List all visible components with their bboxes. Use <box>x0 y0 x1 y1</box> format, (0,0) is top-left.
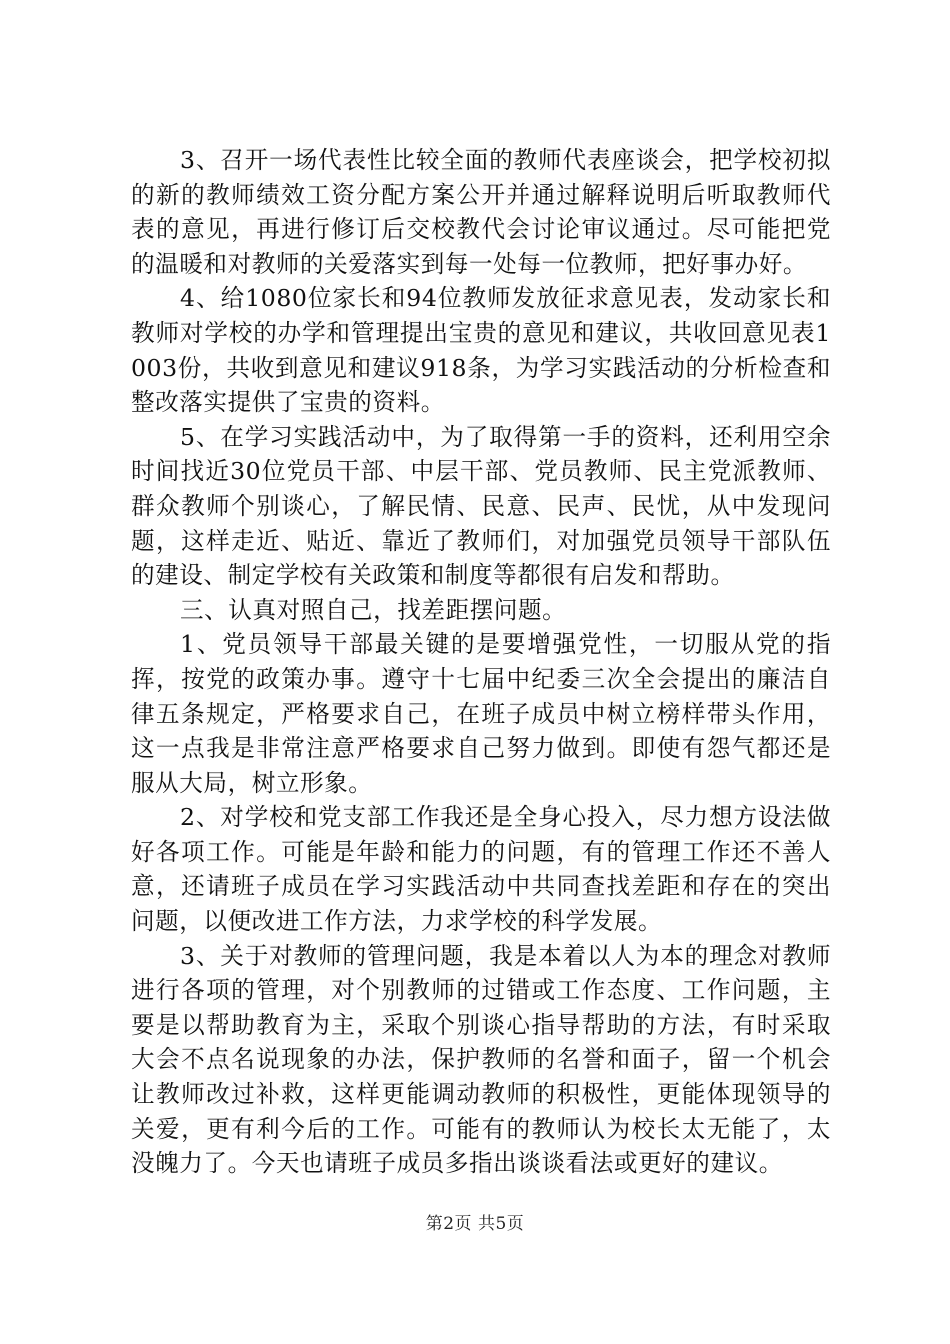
paragraph-item-2-work: 2、对学校和党支部工作我还是全身心投入，尽力想方设法做好各项工作。可能是年龄和能力的问题，有的管理工作还不善人意，还请班子成员在学习实践活动中共同查找差距和存在的突出问题，以便改进工作方法，力求学校的科学发展。 <box>131 803 831 936</box>
paragraph-item-5-talks: 5、在学习实践活动中，为了取得第一手的资料，还利用空余时间找近30位党员干部、中层干部、党员教师、民主党派教师、群众教师个别谈心，了解民情、民意、民声、民忧，从中发现问题，这样走近、贴近、靠近了教师们，对加强党员领导干部队伍的建设、制定学校有关政策和制度等都很有启发和帮助。 <box>131 422 831 590</box>
paragraph-item-1-party-spirit: 1、党员领导干部最关键的是要增强党性，一切服从党的指挥，按党的政策办事。遵守十七届中纪委三次全会提出的廉洁自律五条规定，严格要求自己，在班子成员中树立榜样带头作用，这一点我是非常注意严格要求自己努力做到。即使有怨气都还是服从大局，树立形象。 <box>131 630 831 797</box>
section-heading-3: 三、认真对照自己，找差距摆问题。 <box>180 595 567 624</box>
document-body <box>131 143 831 1181</box>
paragraph-item-3-meeting: 3、召开一场代表性比较全面的教师代表座谈会，把学校初拟的新的教师绩效工资分配方案公开并通过解释说明后听取教师代表的意见，再进行修订后交校教代会讨论审议通过。尽可能把党的温暖和对教师的关爱落实到每一处每一位教师，把好事办好。 <box>131 146 831 278</box>
paragraph-item-4-survey: 4、给1080位家长和94位教师发放征求意见表，发动家长和教师对学校的办学和管理提出宝贵的意见和建议，共收回意见表1003份，共收到意见和建议918条，为学习实践活动的分析检查和整改落实提供了宝贵的资料。 <box>131 284 831 417</box>
page-number-footer: 第2页 共5页 <box>425 1214 525 1234</box>
paragraph-item-3-teacher-management: 3、关于对教师的管理问题，我是本着以人为本的理念对教师进行各项的管理，对个别教师的过错或工作态度、工作问题，主要是以帮助教育为主，采取个别谈心指导帮助的方法，有时采取大会不点名说现象的办法，保护教师的名誉和面子，留一个机会让教师改过补救，这样更能调动教师的积极性，更能体现领导的关爱，更有利今后的工作。可能有的教师认为校长太无能了，太没魄力了。今天也请班子成员多指出谈谈看法或更好的建议。 <box>131 941 831 1178</box>
